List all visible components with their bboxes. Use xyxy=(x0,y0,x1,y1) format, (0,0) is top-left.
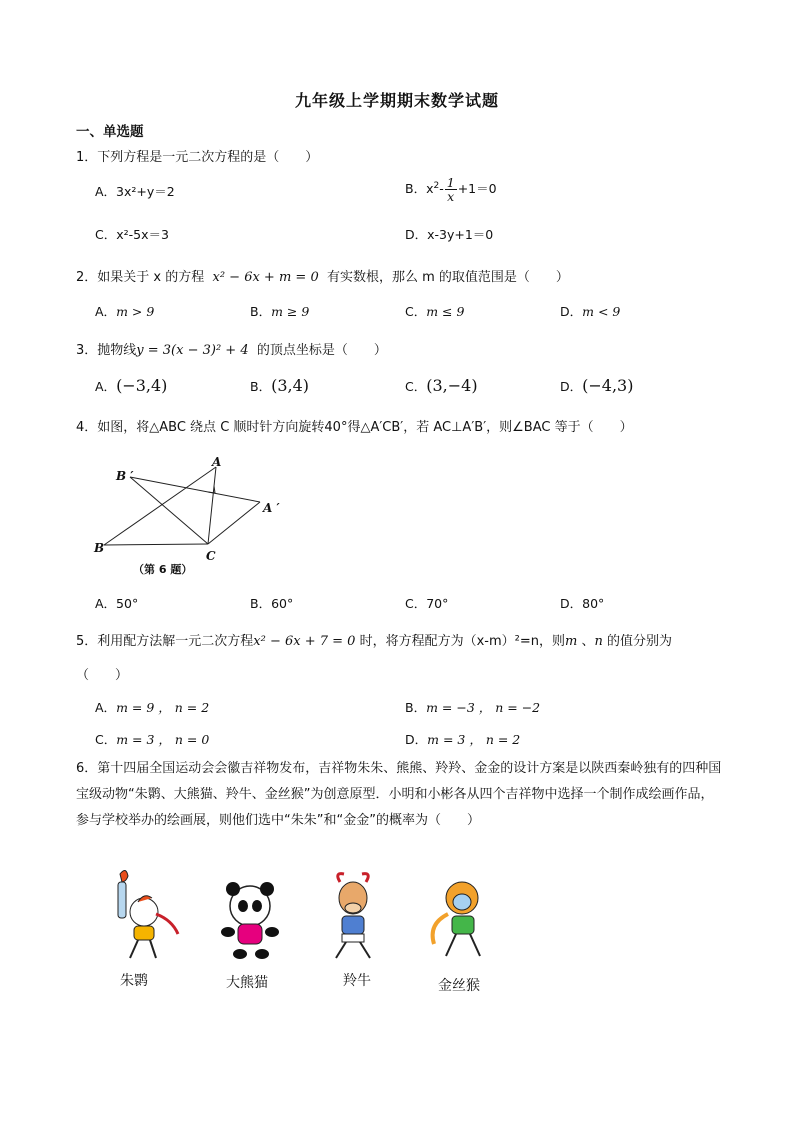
q1-option-c: C．x²-5x＝3 xyxy=(95,227,169,242)
question-5-stem-line2: （ ） xyxy=(76,668,129,683)
label-a-prime: A ′ xyxy=(263,501,280,515)
question-2-stem: 2．如果关于 x 的方程 x² − 6x + m = 0 有实数根，那么 m 的取值范围是（ ） xyxy=(76,270,569,285)
label-a: A xyxy=(212,455,222,469)
question-5-stem: 5．利用配方法解一元二次方程x² − 6x + 7 = 0 时，将方程配方为（x-m）²=n，则m 、n 的值分别为 xyxy=(76,634,673,649)
q3-option-c: C．(3,−4) xyxy=(405,376,478,395)
q2-option-c: C．m ≤ 9 xyxy=(405,304,465,319)
q5-option-c: C．m = 3 ， n = 0 xyxy=(95,732,210,747)
q5-equation: x² − 6x + 7 = 0 xyxy=(253,634,356,649)
question-1-stem: 1．下列方程是一元二次方程的是（ ） xyxy=(76,150,319,165)
q3-option-d: D．(−4,3) xyxy=(560,376,634,395)
fraction: $\frac{1}{x}$ xyxy=(446,175,455,204)
q2-equation: x² − 6x + m = 0 xyxy=(212,270,319,285)
question-4-stem: 4．如图，将△ABC 绕点 C 顺时针方向旋转40°得△A′CB′，若 AC⊥A′B′，则∠BAC 等于（ ） xyxy=(76,420,633,435)
mascot-label: 羚牛 xyxy=(343,973,371,989)
section-heading: 一、单选题 xyxy=(76,124,144,140)
q2-option-a: A．m > 9 xyxy=(95,304,155,319)
panda-mascot-icon xyxy=(221,882,279,959)
q2-option-d: D．m < 9 xyxy=(560,304,621,319)
q4-option-b: B．60° xyxy=(250,596,294,611)
mascot-label: 大熊猫 xyxy=(226,975,268,991)
q5-option-d: D．m = 3 ， n = 2 xyxy=(405,732,521,747)
q4-option-c: C．70° xyxy=(405,596,449,611)
q3-equation: y = 3(x − 3)² + 4 xyxy=(136,343,249,358)
ibis-mascot-icon xyxy=(118,870,178,958)
page-title: 九年级上学期期末数学试题 xyxy=(294,91,499,110)
mascot-label: 朱鹮 xyxy=(120,973,148,989)
q5-option-b: B．m = −3 ， n = −2 xyxy=(405,700,541,715)
figure-caption: （第 6 题） xyxy=(133,563,193,576)
q4-option-a: A．50° xyxy=(95,596,139,611)
label-c: C xyxy=(206,549,216,563)
takin-mascot-icon xyxy=(336,874,370,958)
question-6-stem: 6．第十四届全国运动会会徽吉祥物发布，吉祥物朱朱、熊熊、羚羚、金金的设计方案是以陕西秦岭独有的四种国宝级动物“朱鹮、大熊猫、羚牛、金丝猴”为创意原型．小明和小彬各从四个吉祥物中选择一个制作成绘画作品，参与学校举办的绘画展，则他们选中“朱朱”和“金金”的概率为（ ） xyxy=(76,761,722,828)
label-b: B xyxy=(94,541,105,555)
q5-option-a: A．m = 9 ， n = 2 xyxy=(95,700,210,715)
golden-monkey-mascot-icon xyxy=(433,882,480,956)
q3-option-a: A．(−3,4) xyxy=(95,376,168,395)
mascots-illustration xyxy=(100,868,520,976)
label-b-prime: B ′ xyxy=(116,469,134,483)
q1-option-b: B．$x^2-$ $\frac{1}{x}$ +1＝0 xyxy=(405,175,497,204)
q4-option-d: D．80° xyxy=(560,596,605,611)
q1-option-a: A．3x²+y＝2 xyxy=(95,184,175,199)
mascot-label: 金丝猴 xyxy=(438,978,480,994)
q1-option-d: D．x-3y+1＝0 xyxy=(405,227,494,242)
q2-option-b: B．m ≥ 9 xyxy=(250,304,310,319)
rotation-figure xyxy=(88,452,298,582)
question-3-stem: 3．抛物线y = 3(x − 3)² + 4 的顶点坐标是（ ） xyxy=(76,343,387,358)
q3-option-b: B．(3,4) xyxy=(250,376,310,395)
